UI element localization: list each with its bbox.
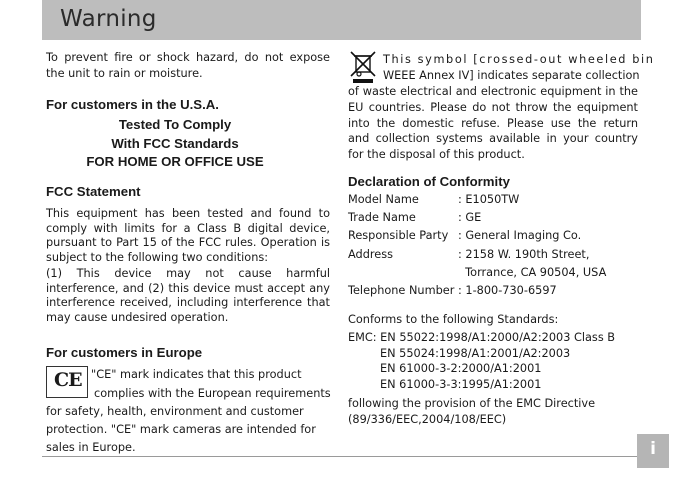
weee-line-1: This symbol [crossed-out wheeled bin <box>383 53 655 66</box>
doc-heading: Declaration of Conformity <box>348 174 510 189</box>
intro-text: To prevent fire or shock hazard, do not expose the unit to rain or moisture. <box>46 51 330 80</box>
emc-line: EN 61000-3-2:2000/A1:2001 <box>380 362 542 375</box>
emc-line: EN 55024:1998/A1:2001/A2:2003 <box>380 346 571 360</box>
spec-table <box>348 191 638 300</box>
title-bar <box>42 0 641 40</box>
page-number-badge <box>637 434 669 468</box>
spec-value: Torrance, CA 90504, USA <box>458 265 607 279</box>
spec-row <box>348 191 638 209</box>
page-number: i <box>650 439 656 459</box>
tested-line-2: With FCC Standards <box>111 135 239 151</box>
spec-label: Address <box>348 247 393 261</box>
us-heading: For customers in the U.S.A. <box>46 97 219 112</box>
fcc-heading: FCC Statement <box>46 184 141 199</box>
ce-line-2: complies with the European requirements <box>94 387 331 400</box>
tested-line-3: FOR HOME OR OFFICE USE <box>86 154 264 169</box>
footer-divider <box>42 456 641 457</box>
eu-heading: For customers in Europe <box>46 345 203 360</box>
spec-row <box>348 246 638 264</box>
weee-line-2: WEEE Annex IV] indicates separate collection <box>383 69 640 82</box>
ce-line-1: "CE" mark indicates that this product <box>91 368 302 381</box>
spec-row <box>348 282 638 300</box>
spec-value: : 1-800-730-6597 <box>458 283 557 297</box>
ce-paragraph: for safety, health, environment and customer protection. "CE" mark cameras are intended for sales in Europe. <box>46 405 316 454</box>
emc-line: EMC: EN 55022:1998/A1:2000/A2:2003 Class B <box>348 331 616 344</box>
crossed-out-bin-icon <box>348 50 378 84</box>
ce-logo-text: CE <box>54 369 82 391</box>
tested-line-1: Tested To Comply <box>118 117 232 132</box>
spec-value: : GE <box>458 211 482 225</box>
spec-label: Responsible Party <box>348 229 449 243</box>
spec-row <box>348 227 638 245</box>
spec-label: Trade Name <box>348 211 416 225</box>
spec-row <box>348 209 638 227</box>
emc-line: EN 61000-3-3:1995/A1:2001 <box>380 377 542 391</box>
spec-label: Model Name <box>348 193 419 206</box>
fcc-paragraph-2: (1) This device may not cause harmful interference, and (2) this device must accept any interference received, including interference that may cause undesired operation. <box>46 267 330 324</box>
spec-value: : E1050TW <box>458 193 520 206</box>
fcc-tested-block <box>46 116 304 172</box>
spec-row <box>348 264 638 282</box>
spec-value: : General Imaging Co. <box>458 229 582 243</box>
spec-label: Telephone Number <box>348 283 455 297</box>
spec-value: : 2158 W. 190th Street, <box>458 247 590 261</box>
page-title: Warning <box>60 6 157 32</box>
emc-standards <box>348 330 638 392</box>
ce-logo <box>46 366 88 398</box>
emc-directive: following the provision of the EMC Directive (89/336/EEC,2004/108/EEC) <box>348 397 596 426</box>
fcc-paragraph-1: This equipment has been tested and found to comply with limits for a Class B digital device, pursuant to Part 15 of the FCC rules. Operation is subject to the following two conditions: <box>46 207 330 264</box>
conforms-text: Conforms to the following Standards: <box>348 313 559 326</box>
weee-paragraph: of waste electrical and electronic equipment in the EU countries. Please do not throw the equipment into the domestic refuse. Please use the return and collection systems available in your country for the disposal of this product. <box>348 85 638 162</box>
